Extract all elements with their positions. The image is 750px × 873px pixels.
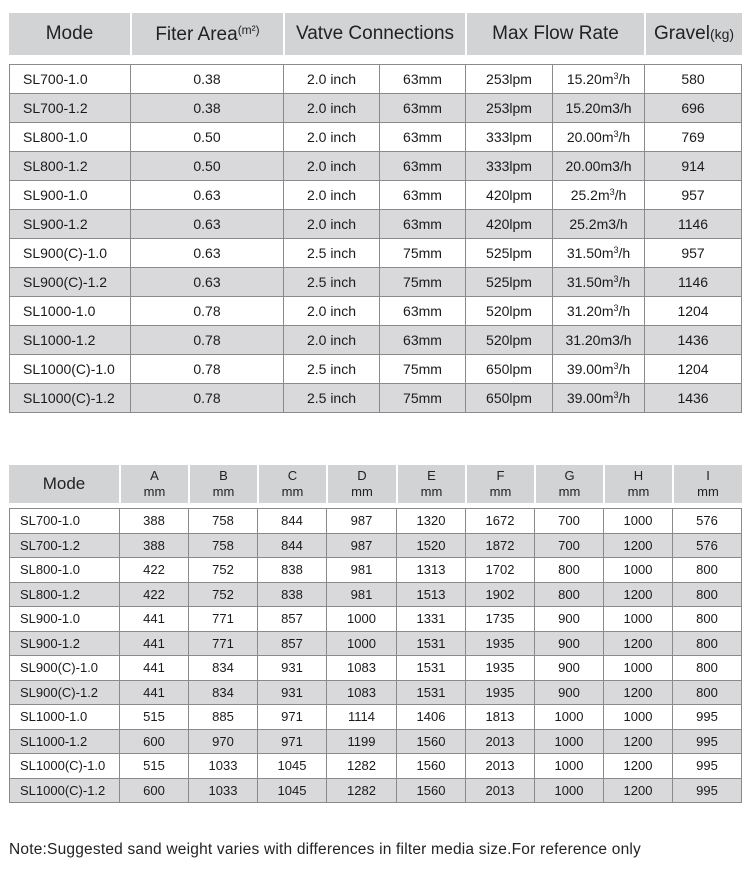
cell-dim-a: 422 — [119, 583, 188, 608]
cell-dim-b: 758 — [188, 508, 257, 534]
cell-dim-f: 2013 — [465, 730, 534, 755]
header-col-f — [465, 465, 534, 503]
cell-valve-mm: 63mm — [379, 152, 465, 181]
cell-flow-lpm: 650lpm — [465, 384, 552, 413]
table-row — [9, 181, 742, 210]
table-row — [9, 632, 742, 657]
cell-flow-m3h: 15.20m3/h — [552, 94, 644, 123]
cell-dim-g: 1000 — [534, 705, 603, 730]
cell-gravel: 696 — [644, 94, 742, 123]
cell-dim-f: 1935 — [465, 656, 534, 681]
header-filter-area-unit: (m²) — [237, 22, 260, 37]
cell-dim-f: 1872 — [465, 534, 534, 559]
cell-dim-b: 752 — [188, 558, 257, 583]
table-row — [9, 384, 742, 413]
cell-filter-area: 0.63 — [130, 268, 283, 297]
cell-dim-g: 700 — [534, 508, 603, 534]
table-row — [9, 583, 742, 608]
cell-flow-lpm: 525lpm — [465, 239, 552, 268]
cell-valve-mm: 63mm — [379, 210, 465, 239]
cell-dim-d: 981 — [326, 558, 396, 583]
cell-filter-area: 0.78 — [130, 384, 283, 413]
cell-gravel: 1204 — [644, 355, 742, 384]
cell-gravel: 769 — [644, 123, 742, 152]
cell-gravel: 1146 — [644, 268, 742, 297]
cell-dim-b: 1033 — [188, 754, 257, 779]
header-filter-area-label: Fiter Area — [155, 23, 238, 45]
cell-dim-e: 1531 — [396, 632, 465, 657]
cell-valve-inch: 2.5 inch — [283, 384, 379, 413]
header-col-letter: I — [706, 468, 710, 483]
cell-dim-c: 857 — [257, 607, 326, 632]
cell-valve-mm: 63mm — [379, 94, 465, 123]
cell-dim-e: 1331 — [396, 607, 465, 632]
table-row — [9, 558, 742, 583]
cell-valve-mm: 63mm — [379, 64, 465, 94]
header-col-letter: G — [564, 468, 575, 483]
cell-dim-c: 838 — [257, 558, 326, 583]
table-row — [9, 355, 742, 384]
header-gravel-label: Gravel — [653, 23, 710, 44]
cell-dim-c: 931 — [257, 681, 326, 706]
cell-flow-lpm: 520lpm — [465, 326, 552, 355]
cell-flow-m3h: 25.2m3/h — [552, 210, 644, 239]
cell-dim-d: 987 — [326, 508, 396, 534]
cell-flow-lpm: 650lpm — [465, 355, 552, 384]
cell-dim-d: 1114 — [326, 705, 396, 730]
cell-dim-d: 1083 — [326, 681, 396, 706]
cell-mode: SL900-1.2 — [9, 210, 130, 239]
cell-mode: SL800-1.0 — [9, 558, 119, 583]
cell-dim-c: 931 — [257, 656, 326, 681]
cell-dim-h: 1000 — [603, 705, 672, 730]
header-mode: Mode — [9, 465, 119, 503]
cell-dim-e: 1520 — [396, 534, 465, 559]
cell-dim-g: 900 — [534, 656, 603, 681]
table-row — [9, 730, 742, 755]
cell-dim-c: 1045 — [257, 754, 326, 779]
cell-dim-f: 1902 — [465, 583, 534, 608]
cell-dim-i: 800 — [672, 558, 742, 583]
header-col-letter: D — [357, 468, 367, 483]
cell-dim-h: 1000 — [603, 508, 672, 534]
table-row — [9, 534, 742, 559]
cell-flow-m3h: $25.2m^3/h$ — [552, 181, 644, 210]
table-row — [9, 123, 742, 152]
cell-dim-a: 441 — [119, 632, 188, 657]
cell-mode: SL700-1.0 — [9, 64, 130, 94]
cell-dim-h: 1200 — [603, 754, 672, 779]
cell-dim-g: 1000 — [534, 730, 603, 755]
cell-dim-b: 885 — [188, 705, 257, 730]
cell-dim-i: 995 — [672, 779, 742, 804]
table-row — [9, 681, 742, 706]
header-col-unit: mm — [627, 484, 650, 499]
cell-dim-g: 1000 — [534, 754, 603, 779]
cell-valve-mm: 75mm — [379, 384, 465, 413]
cell-gravel: 914 — [644, 152, 742, 181]
cell-dim-b: 970 — [188, 730, 257, 755]
header-col-unit: mm — [558, 484, 581, 499]
cell-dim-b: 834 — [188, 656, 257, 681]
cell-valve-inch: 2.5 inch — [283, 239, 379, 268]
header-gravel-unit: (kg) — [709, 26, 735, 42]
cell-valve-inch: 2.5 inch — [283, 268, 379, 297]
cell-dim-b: 758 — [188, 534, 257, 559]
cell-filter-area: 0.50 — [130, 152, 283, 181]
cell-dim-a: 388 — [119, 508, 188, 534]
header-col-unit: mm — [489, 484, 512, 499]
cell-mode: SL900(C)-1.0 — [9, 656, 119, 681]
cell-dim-a: 600 — [119, 779, 188, 804]
table-row — [9, 239, 742, 268]
cell-dim-i: 800 — [672, 681, 742, 706]
cell-dim-d: 1282 — [326, 779, 396, 804]
cell-dim-h: 1200 — [603, 632, 672, 657]
header-col-i — [672, 465, 742, 503]
header-col-unit: mm — [212, 484, 235, 499]
cell-dim-d: 1000 — [326, 632, 396, 657]
cell-dim-h: 1200 — [603, 534, 672, 559]
cell-dim-f: 1735 — [465, 607, 534, 632]
cell-flow-m3h: $20.00m^3/h$ — [552, 123, 644, 152]
cell-valve-inch: 2.0 inch — [283, 152, 379, 181]
cell-dim-a: 441 — [119, 656, 188, 681]
cell-dim-d: 981 — [326, 583, 396, 608]
table-row — [9, 268, 742, 297]
cell-dim-c: 971 — [257, 730, 326, 755]
header-mode: Mode — [9, 13, 130, 55]
cell-dim-e: 1531 — [396, 681, 465, 706]
cell-valve-mm: 75mm — [379, 239, 465, 268]
cell-dim-d: 1000 — [326, 607, 396, 632]
cell-valve-mm: 63mm — [379, 123, 465, 152]
cell-dim-a: 441 — [119, 681, 188, 706]
cell-flow-lpm: 253lpm — [465, 94, 552, 123]
cell-flow-m3h: $39.00m^3/h$ — [552, 355, 644, 384]
cell-flow-m3h: $39.00m^3/h$ — [552, 384, 644, 413]
cell-filter-area: 0.50 — [130, 123, 283, 152]
cell-dim-e: 1560 — [396, 779, 465, 804]
header-col-letter: C — [287, 468, 298, 483]
header-filter-area — [130, 13, 283, 55]
cell-mode: SL700-1.2 — [9, 534, 119, 559]
cell-flow-lpm: 525lpm — [465, 268, 552, 297]
cell-mode: SL900-1.2 — [9, 632, 119, 657]
header-col-letter: B — [219, 468, 228, 483]
table-row — [9, 705, 742, 730]
table-row — [9, 210, 742, 239]
cell-flow-m3h: $31.20m^3/h$ — [552, 297, 644, 326]
cell-valve-inch: 2.0 inch — [283, 326, 379, 355]
table-row — [9, 64, 742, 94]
cell-dim-f: 1935 — [465, 681, 534, 706]
cell-filter-area: 0.38 — [130, 94, 283, 123]
header-col-unit: mm — [143, 484, 166, 499]
cell-dim-i: 576 — [672, 534, 742, 559]
cell-dim-a: 600 — [119, 730, 188, 755]
cell-dim-i: 995 — [672, 730, 742, 755]
cell-filter-area: 0.63 — [130, 210, 283, 239]
cell-dim-b: 752 — [188, 583, 257, 608]
cell-dim-i: 995 — [672, 754, 742, 779]
table-row — [9, 779, 742, 804]
cell-flow-lpm: 420lpm — [465, 181, 552, 210]
cell-gravel: 1436 — [644, 384, 742, 413]
cell-flow-m3h: $15.20m^3/h$ — [552, 64, 644, 94]
cell-mode: SL900-1.0 — [9, 181, 130, 210]
cell-gravel: 1436 — [644, 326, 742, 355]
cell-dim-b: 1033 — [188, 779, 257, 804]
cell-mode: SL900(C)-1.0 — [9, 239, 130, 268]
cell-dim-f: 2013 — [465, 779, 534, 804]
cell-dim-f: 1935 — [465, 632, 534, 657]
cell-dim-i: 800 — [672, 632, 742, 657]
table-row — [9, 326, 742, 355]
cell-dim-a: 515 — [119, 705, 188, 730]
cell-mode: SL1000-1.2 — [9, 730, 119, 755]
cell-valve-inch: 2.0 inch — [283, 297, 379, 326]
cell-dim-h: 1200 — [603, 730, 672, 755]
cell-flow-m3h: $31.50m^3/h$ — [552, 239, 644, 268]
cell-filter-area: 0.63 — [130, 239, 283, 268]
cell-dim-c: 838 — [257, 583, 326, 608]
cell-dim-b: 771 — [188, 632, 257, 657]
cell-mode: SL700-1.0 — [9, 508, 119, 534]
cell-mode: SL900-1.0 — [9, 607, 119, 632]
cell-flow-lpm: 333lpm — [465, 152, 552, 181]
header-col-a — [119, 465, 188, 503]
cell-dim-e: 1320 — [396, 508, 465, 534]
header-max-flow-rate: Max Flow Rate — [465, 13, 644, 55]
cell-valve-inch: 2.0 inch — [283, 123, 379, 152]
cell-mode: SL700-1.2 — [9, 94, 130, 123]
header-col-b — [188, 465, 257, 503]
cell-dim-f: 1702 — [465, 558, 534, 583]
cell-dim-h: 1200 — [603, 779, 672, 804]
cell-dim-d: 1199 — [326, 730, 396, 755]
cell-flow-lpm: 253lpm — [465, 64, 552, 94]
cell-dim-f: 1813 — [465, 705, 534, 730]
cell-dim-e: 1406 — [396, 705, 465, 730]
table-row — [9, 656, 742, 681]
cell-dim-c: 844 — [257, 508, 326, 534]
header-col-unit: mm — [697, 484, 719, 499]
cell-dim-e: 1531 — [396, 656, 465, 681]
cell-valve-mm: 63mm — [379, 181, 465, 210]
cell-dim-f: 2013 — [465, 754, 534, 779]
cell-dim-h: 1200 — [603, 583, 672, 608]
cell-mode: SL1000-1.0 — [9, 705, 119, 730]
specs-table-body — [9, 55, 742, 413]
header-col-g — [534, 465, 603, 503]
cell-dim-i: 800 — [672, 583, 742, 608]
specs-table — [9, 13, 742, 413]
dimensions-header-row — [9, 465, 742, 503]
cell-dim-g: 900 — [534, 681, 603, 706]
cell-mode: SL800-1.2 — [9, 152, 130, 181]
cell-dim-d: 987 — [326, 534, 396, 559]
header-col-letter: E — [427, 468, 436, 483]
cell-flow-lpm: 520lpm — [465, 297, 552, 326]
header-col-e — [396, 465, 465, 503]
cell-gravel: 957 — [644, 239, 742, 268]
header-col-letter: H — [633, 468, 644, 483]
cell-mode: SL1000(C)-1.2 — [9, 384, 130, 413]
table-row — [9, 754, 742, 779]
cell-dim-b: 834 — [188, 681, 257, 706]
cell-filter-area: 0.78 — [130, 355, 283, 384]
cell-mode: SL1000-1.0 — [9, 297, 130, 326]
cell-dim-h: 1000 — [603, 607, 672, 632]
cell-dim-h: 1000 — [603, 656, 672, 681]
table-row — [9, 94, 742, 123]
header-valve-connections: Vatve Connections — [283, 13, 465, 55]
cell-dim-g: 900 — [534, 632, 603, 657]
reference-note: Note:Suggested sand weight varies with differences in filter media size.For reference only — [9, 841, 641, 858]
dimensions-table-body — [9, 503, 742, 803]
cell-dim-i: 800 — [672, 656, 742, 681]
cell-mode: SL800-1.0 — [9, 123, 130, 152]
table-row — [9, 607, 742, 632]
cell-filter-area: 0.38 — [130, 64, 283, 94]
cell-dim-g: 700 — [534, 534, 603, 559]
cell-gravel: 1146 — [644, 210, 742, 239]
cell-flow-lpm: 333lpm — [465, 123, 552, 152]
header-col-unit: mm — [351, 484, 373, 499]
header-col-unit: mm — [281, 484, 304, 499]
cell-valve-inch: 2.0 inch — [283, 210, 379, 239]
header-col-letter: A — [150, 468, 159, 483]
cell-mode: SL1000-1.2 — [9, 326, 130, 355]
table-row — [9, 297, 742, 326]
cell-dim-e: 1513 — [396, 583, 465, 608]
cell-dim-b: 771 — [188, 607, 257, 632]
cell-dim-d: 1282 — [326, 754, 396, 779]
cell-flow-m3h: 31.20m3/h — [552, 326, 644, 355]
cell-dim-g: 800 — [534, 583, 603, 608]
specs-header-row — [9, 13, 742, 55]
cell-dim-c: 971 — [257, 705, 326, 730]
cell-dim-a: 388 — [119, 534, 188, 559]
cell-dim-g: 1000 — [534, 779, 603, 804]
dimensions-table — [9, 465, 742, 803]
cell-dim-i: 800 — [672, 607, 742, 632]
cell-gravel: 580 — [644, 64, 742, 94]
cell-valve-inch: 2.5 inch — [283, 355, 379, 384]
cell-filter-area: 0.63 — [130, 181, 283, 210]
cell-dim-a: 441 — [119, 607, 188, 632]
cell-flow-m3h: $31.50m^3/h$ — [552, 268, 644, 297]
cell-filter-area: 0.78 — [130, 326, 283, 355]
cell-dim-h: 1000 — [603, 558, 672, 583]
header-gravel — [644, 13, 742, 55]
cell-valve-mm: 75mm — [379, 355, 465, 384]
cell-dim-c: 844 — [257, 534, 326, 559]
cell-dim-e: 1560 — [396, 754, 465, 779]
cell-mode: SL900(C)-1.2 — [9, 268, 130, 297]
header-col-h — [603, 465, 672, 503]
cell-mode: SL900(C)-1.2 — [9, 681, 119, 706]
cell-gravel: 1204 — [644, 297, 742, 326]
cell-dim-f: 1672 — [465, 508, 534, 534]
cell-dim-e: 1560 — [396, 730, 465, 755]
header-col-letter: F — [496, 468, 505, 483]
cell-valve-inch: 2.0 inch — [283, 94, 379, 123]
cell-dim-e: 1313 — [396, 558, 465, 583]
cell-valve-mm: 63mm — [379, 326, 465, 355]
cell-dim-c: 1045 — [257, 779, 326, 804]
cell-flow-m3h: 20.00m3/h — [552, 152, 644, 181]
table-row — [9, 152, 742, 181]
cell-mode: SL800-1.2 — [9, 583, 119, 608]
cell-flow-lpm: 420lpm — [465, 210, 552, 239]
header-col-c — [257, 465, 326, 503]
cell-valve-inch: 2.0 inch — [283, 181, 379, 210]
cell-dim-g: 800 — [534, 558, 603, 583]
header-col-d — [326, 465, 396, 503]
cell-dim-c: 857 — [257, 632, 326, 657]
cell-dim-a: 422 — [119, 558, 188, 583]
cell-mode: SL1000(C)-1.0 — [9, 355, 130, 384]
header-col-unit: mm — [420, 484, 443, 499]
cell-mode: SL1000(C)-1.0 — [9, 754, 119, 779]
cell-valve-mm: 75mm — [379, 268, 465, 297]
cell-dim-a: 515 — [119, 754, 188, 779]
cell-valve-inch: 2.0 inch — [283, 64, 379, 94]
cell-dim-h: 1200 — [603, 681, 672, 706]
cell-dim-i: 995 — [672, 705, 742, 730]
cell-mode: SL1000(C)-1.2 — [9, 779, 119, 804]
cell-dim-i: 576 — [672, 508, 742, 534]
cell-gravel: 957 — [644, 181, 742, 210]
table-row — [9, 508, 742, 534]
cell-valve-mm: 63mm — [379, 297, 465, 326]
cell-dim-d: 1083 — [326, 656, 396, 681]
cell-filter-area: 0.78 — [130, 297, 283, 326]
cell-dim-g: 900 — [534, 607, 603, 632]
